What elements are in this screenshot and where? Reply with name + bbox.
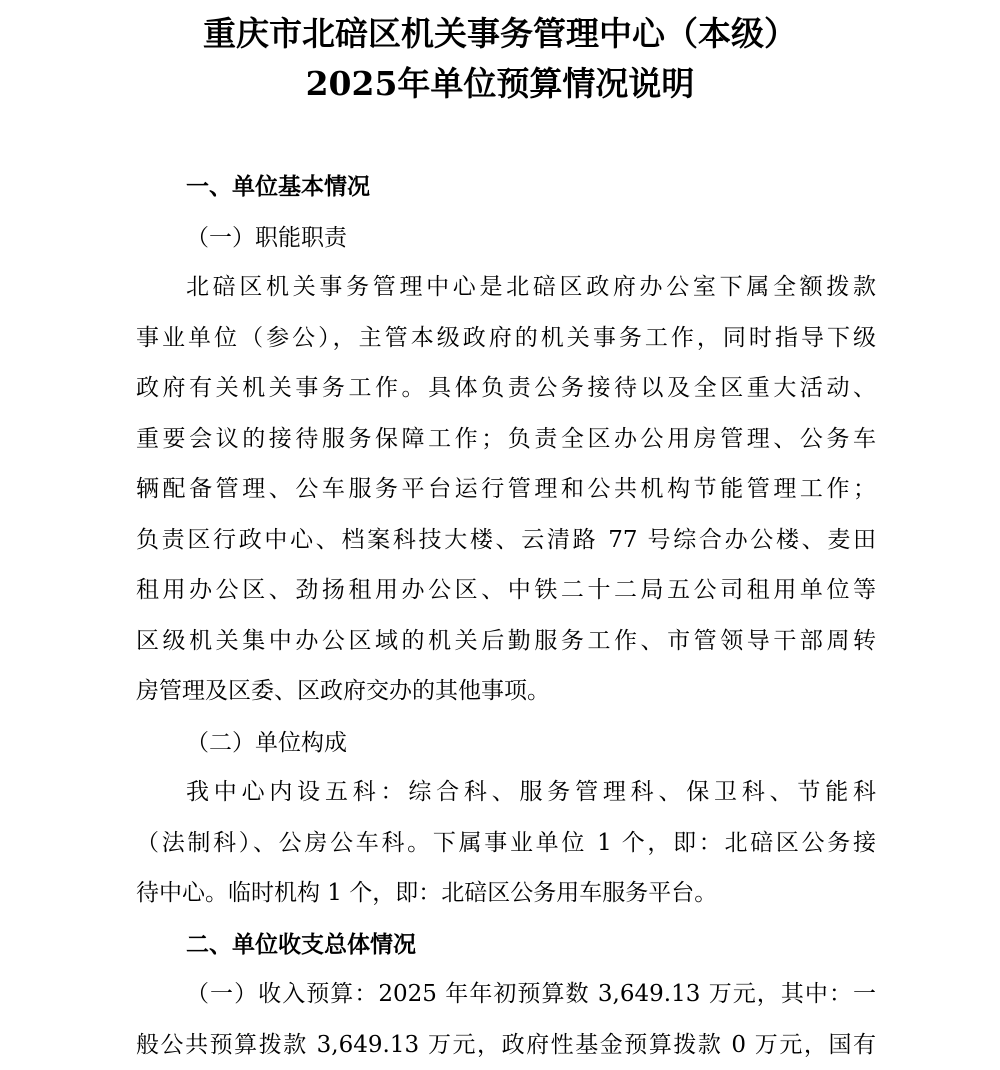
section-2-paragraph — [136, 969, 876, 1070]
section-1-1-paragraph — [136, 262, 876, 717]
paragraph-line: 租用办公区、劲扬租用办公区、中铁二十二局五公司租用单位等 — [136, 577, 876, 603]
paragraph-line: 北碚区机关事务管理中心是北碚区政府办公室下属全额拨款 — [186, 274, 876, 300]
paragraph-line: 待中心。临时机构 1 个，即：北碚区公务用车服务平台。 — [136, 880, 718, 906]
paragraph-line: 我中心内设五科：综合科、服务管理科、保卫科、节能科 — [186, 779, 876, 805]
section-1-1-heading: （一）职能职责 — [186, 225, 347, 251]
paragraph-line: （一）收入预算：2025 年年初预算数 3,649.13 万元，其中：一 — [186, 981, 876, 1007]
paragraph-line: 重要会议的接待服务保障工作；负责全区办公用房管理、公务车 — [136, 425, 876, 452]
section-1-2-heading: （二）单位构成 — [186, 730, 347, 756]
paragraph-line: 房管理及区委、区政府交办的其他事项。 — [136, 678, 550, 704]
paragraph-line: 政府有关机关事务工作。具体负责公务接待以及全区重大活动、 — [136, 375, 876, 401]
document-title-line-2: 2025年单位预算情况说明 — [305, 64, 695, 103]
paragraph-line: 事业单位（参公），主管本级政府的机关事务工作，同时指导下级 — [136, 324, 876, 351]
section-2-heading: 二、单位收支总体情况 — [186, 931, 416, 958]
document-title-line-1: 重庆市北碚区机关事务管理中心（本级） — [203, 14, 797, 53]
section-1-2-paragraph — [136, 767, 876, 919]
paragraph-line: 般公共预算拨款 3,649.13 万元，政府性基金预算拨款 0 万元，国有 — [136, 1031, 876, 1058]
paragraph-line: 辆配备管理、公车服务平台运行管理和公共机构节能管理工作； — [136, 476, 876, 502]
paragraph-line: 负责区行政中心、档案科技大楼、云清路 77 号综合办公楼、麦田 — [136, 526, 876, 553]
paragraph-line: （法制科）、公房公车科。下属事业单位 1 个，即：北碚区公务接 — [136, 829, 876, 856]
section-1-heading: 一、单位基本情况 — [186, 173, 370, 200]
paragraph-line: 区级机关集中办公区域的机关后勤服务工作、市管领导干部周转 — [136, 627, 876, 654]
